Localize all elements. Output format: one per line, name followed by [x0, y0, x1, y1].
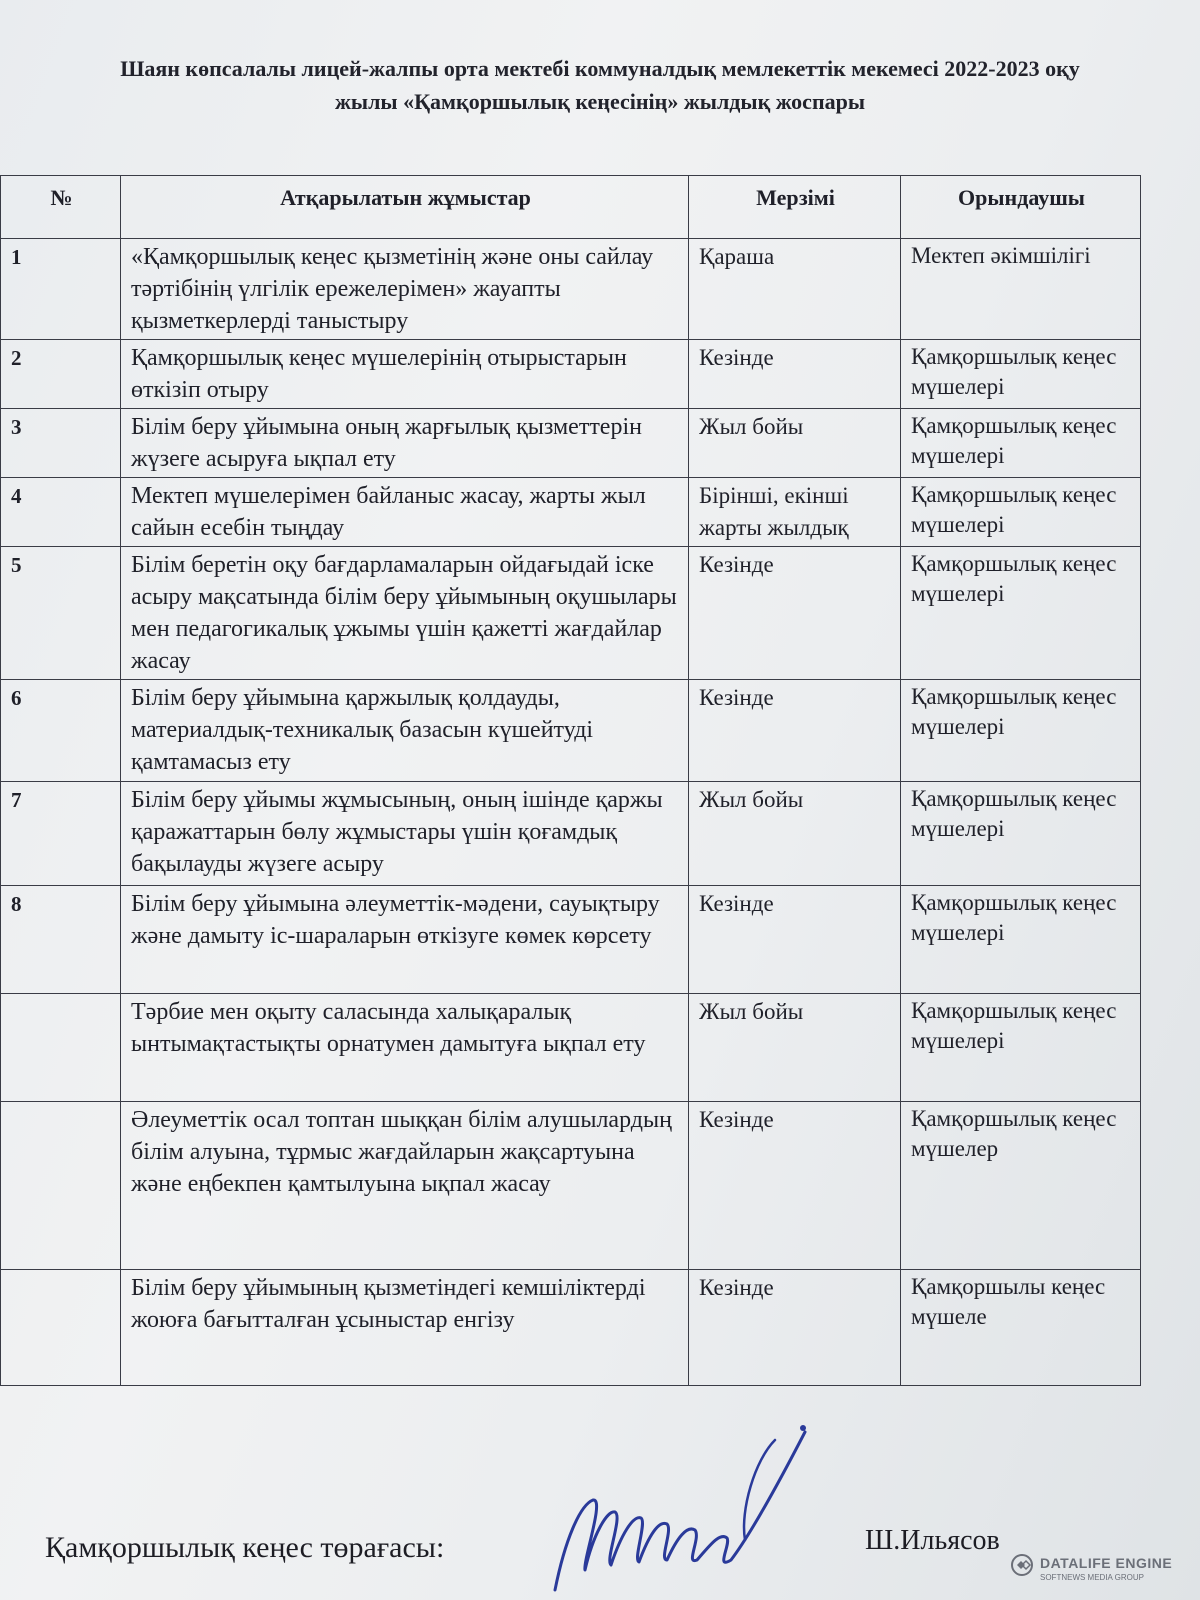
row-number: 8: [1, 886, 121, 994]
datalife-logo-icon: [1010, 1553, 1034, 1577]
table-row: [1, 1270, 1141, 1386]
row-work: Тәрбие мен оқыту саласында халықаралық ынтымақтастықты орнатумен дамытуға ықпал ету: [121, 994, 689, 1102]
row-work: Білім беру ұйымының қызметіндегі кемшіліктерді жоюға бағытталған ұсыныстар енгізу: [121, 1270, 689, 1386]
row-deadline: Жыл бойы: [689, 409, 901, 478]
row-work: Білім беру ұйымы жұмысының, оның ішінде қаржы қаражаттарын бөлу жұмыстары үшін қоғамдық бақылауды жүзеге асыру: [121, 782, 689, 886]
table-row: [1, 1102, 1141, 1270]
row-number: 6: [1, 680, 121, 782]
table-header-row: [1, 176, 1141, 239]
row-work: «Қамқоршылық кеңес қызметінің және оны сайлау тәртібінің үлгілік ережелерімен» жауапты қызметкерлерді таныстыру: [121, 239, 689, 340]
row-deadline: Кезінде: [689, 886, 901, 994]
table-row: [1, 409, 1141, 478]
row-number: 7: [1, 782, 121, 886]
header-work: Атқарылатын жұмыстар: [121, 176, 689, 239]
header-number: №: [1, 176, 121, 239]
row-deadline: Кезінде: [689, 547, 901, 680]
watermark-sub-text: SOFTNEWS MEDIA GROUP: [1040, 1573, 1145, 1582]
row-number: 1: [1, 239, 121, 340]
row-deadline: Кезінде: [689, 340, 901, 409]
row-responsible: Мектеп әкімшілігі: [901, 239, 1141, 340]
row-deadline: Кезінде: [689, 1102, 901, 1270]
row-responsible: Қамқоршылық кеңес мүшелері: [901, 409, 1141, 478]
chairman-role: Қамқоршылық кеңес төрағасы:: [45, 1531, 445, 1564]
row-work: Мектеп мүшелерімен байланыс жасау, жарты жыл сайын есебін тыңдау: [121, 478, 689, 547]
row-responsible: Қамқоршылық кеңес мүшелері: [901, 994, 1141, 1102]
row-deadline: Кезінде: [689, 680, 901, 782]
annual-plan-table: [0, 175, 1141, 1386]
header-responsible: Орындаушы: [901, 176, 1141, 239]
row-number: 2: [1, 340, 121, 409]
table-row: [1, 680, 1141, 782]
header-deadline: Мерзімі: [689, 176, 901, 239]
row-work: Әлеуметтік осал топтан шыққан білім алушылардың білім алуына, тұрмыс жағдайларын жақсартуына және еңбекпен қамтылуына ықпал жасау: [121, 1102, 689, 1270]
row-work: Қамқоршылық кеңес мүшелерінің отырыстарын өткізіп отыру: [121, 340, 689, 409]
row-work: Білім беру ұйымына оның жарғылық қызметтерін жүзеге асыруға ықпал ету: [121, 409, 689, 478]
document-title: Шаян көпсалалы лицей-жалпы орта мектебі коммуналдық мемлекеттік мекемесі 2022-2023 оқу жылы «Қамқоршылық кеңесінің» жылдық жоспары: [120, 56, 1080, 114]
row-work: Білім беретін оқу бағдарламаларын ойдағыдай іске асыру мақсатында білім беру ұйымының оқушылары мен педагогикалық ұжымы үшін қажетті жағдайлар жасау: [121, 547, 689, 680]
row-deadline: Кезінде: [689, 1270, 901, 1386]
chairman-name: Ш.Ильясов: [865, 1525, 1000, 1556]
row-responsible: Қамқоршылық кеңес мүшелері: [901, 340, 1141, 409]
row-responsible: Қамқоршылық кеңес мүшелері: [901, 680, 1141, 782]
row-number: [1, 1270, 121, 1386]
row-number: [1, 1102, 121, 1270]
row-deadline: Қараша: [689, 239, 901, 340]
row-number: [1, 994, 121, 1102]
watermark-main-text: DATALIFE ENGINE: [1040, 1555, 1173, 1571]
row-responsible: Қамқоршылық кеңес мүшелер: [901, 1102, 1141, 1270]
row-work: Білім беру ұйымына әлеуметтік-мәдени, сауықтыру және дамыту іс-шараларын өткізуге көмек көрсету: [121, 886, 689, 994]
table-row: [1, 239, 1141, 340]
row-deadline: Жыл бойы: [689, 994, 901, 1102]
row-number: 4: [1, 478, 121, 547]
table-row: [1, 478, 1141, 547]
table-row: [1, 340, 1141, 409]
table-row: [1, 547, 1141, 680]
row-deadline: Жыл бойы: [689, 782, 901, 886]
row-responsible: Қамқоршылық кеңес мүшелері: [901, 547, 1141, 680]
row-deadline: Бірінші, екінші жарты жылдық: [689, 478, 901, 547]
row-responsible: Қамқоршылық кеңес мүшелері: [901, 782, 1141, 886]
datalife-engine-watermark: [1010, 1545, 1195, 1595]
row-number: 3: [1, 409, 121, 478]
row-work: Білім беру ұйымына қаржылық қолдауды, материалдық-техникалық базасын күшейтуді қамтамасыз ету: [121, 680, 689, 782]
row-responsible: Қамқоршылық кеңес мүшелері: [901, 478, 1141, 547]
row-number: 5: [1, 547, 121, 680]
row-responsible: Қамқоршылық кеңес мүшелері: [901, 886, 1141, 994]
table-row: [1, 994, 1141, 1102]
table-row: [1, 782, 1141, 886]
footer: [45, 1525, 1145, 1595]
row-responsible: Қамқоршылы кеңес мүшеле: [901, 1270, 1141, 1386]
table-row: [1, 886, 1141, 994]
